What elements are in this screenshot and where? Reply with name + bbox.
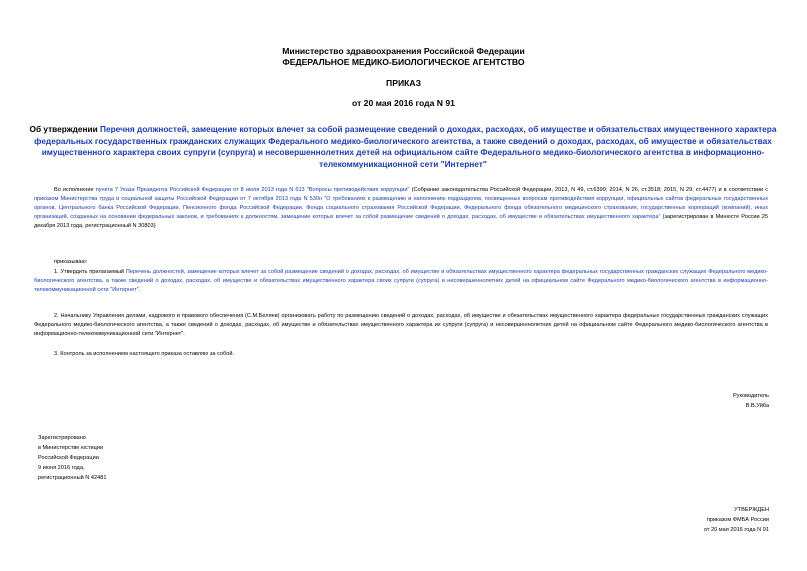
approval-line: приказом ФМБА России <box>706 517 769 523</box>
preamble-paragraph <box>34 186 768 231</box>
registration-line: Российской Федерации <box>38 455 99 461</box>
item-3-paragraph <box>34 350 768 359</box>
item-1-end: . <box>138 287 141 294</box>
approval-line: УТВЕРЖДЕН <box>734 507 769 513</box>
ministry-name: Министерство здравоохранения Российской Федерации <box>282 46 525 56</box>
preamble-text-3: (зарегистрирован в Минюсте России 25 декабря 2013 года, регистрационный N 30803) <box>34 214 768 230</box>
item-1-text: 1. Утвердить прилагаемый <box>54 269 126 275</box>
preamble-text-2: (Собрание законодательства Российской Федерации, 2013, N 49, ст.6399; 2014, N 26, ст.3518; 2015, N 29, ст.4477) и в соответствии с <box>409 187 769 193</box>
document-date-number: от 20 мая 2016 года N 91 <box>352 98 455 108</box>
preamble-link-order[interactable]: приказом Министерства труда и социальной защиты Российской Федерации от 7 октября 2013 года N 530н "О требованиях к размещению и наполнению подразделов, посвященных вопросам противодействия коррупции, официальных сайтов федеральных государственных органов, Центрального банка Российской Федерации, Пенсионного фонда Российской Федерации, Фонда социального страхования Российской Федерации, Федерального фонда обязательного медицинского страхования, государственных корпораций (компаний), иных организаций, созданных на основании федеральных законов, и требованиях к должностям, замещение которых влечет за собой размещение сведений о доходах, расходах, об имуществе и обязательствах имущественного характера" <box>34 196 768 221</box>
signature-role: Руководитель <box>732 393 769 399</box>
registration-line: в Министерстве юстиции <box>38 445 104 451</box>
preamble-text-1: Во исполнение <box>54 187 96 193</box>
registration-line: регистрационный N 42481 <box>38 475 107 481</box>
title-link[interactable]: Перечня должностей, замещение которых влечет за собой размещение сведений о доходах, расходах, об имуществе и обязательствах имущественного характера федеральных государственных гражданских служащих Федерального медико-биологического агентства, а также сведений о доходах, расходах, об имуществе и обязательствах имущественного характера своих супруги (супруга) и несовершеннолетних детей на официальном сайте Федерального медико-биологического агентства в информационно-телекоммуникационной сети "Интернет" <box>34 124 777 169</box>
registration-line: Зарегистрировано <box>38 435 86 441</box>
registration-line: 9 июня 2016 года, <box>38 465 85 471</box>
document-type: ПРИКАЗ <box>386 78 421 88</box>
title-prefix: Об утверждении <box>29 124 101 134</box>
agency-name: ФЕДЕРАЛЬНОЕ МЕДИКО-БИОЛОГИЧЕСКОЕ АГЕНТСТВО <box>282 57 525 67</box>
document-title <box>18 124 788 170</box>
item-1-paragraph <box>34 268 768 295</box>
preamble-link-decree[interactable]: пункта 7 Указа Президента Российской Федерации от 8 июля 2013 года N 613 "Вопросы противодействия коррупции" <box>95 187 410 193</box>
item-3-text: 3. Контроль за исполнением настоящего приказа оставляю за собой. <box>54 351 235 357</box>
signature-name: В.В.Уйба <box>745 403 769 409</box>
item-2-text: 2. Начальнику Управления делами, кадрового и правового обеспечения (С.М.Беляев) организовать работу по размещению сведений о доходах, расходах, об имуществе и обязательствах имущественного характера федеральных государственных гражданских служащих Федерального медико-биологического агентства, а также сведений о доходах, расходах, об имуществе и обязательствах имущественного характера их супруги (супруга) и несовершеннолетних детей на официальном сайте Федерального медико-биологического агентства в информационно-телекоммуникационной сети "Интернет". <box>34 313 768 338</box>
item-2-paragraph <box>34 312 768 339</box>
approval-line: от 20 мая 2016 года N 91 <box>703 527 769 533</box>
item-1-link[interactable]: Перечень должностей, замещение которых влечет за собой размещение сведений о доходах, расходах, об имуществе и обязательствах имущественного характера федеральных государственных гражданских служащих Федерального медико-биологического агентства, а также сведений о доходах, расходах, об имуществе и обязательствах имущественного характера своих супруги (супруга) и несовершеннолетних детей на официальном сайте Федерального медико-биологического агентства в информационно-телекоммуникационной сети "Интернет" <box>34 269 768 294</box>
order-word: приказываю: <box>54 259 88 265</box>
